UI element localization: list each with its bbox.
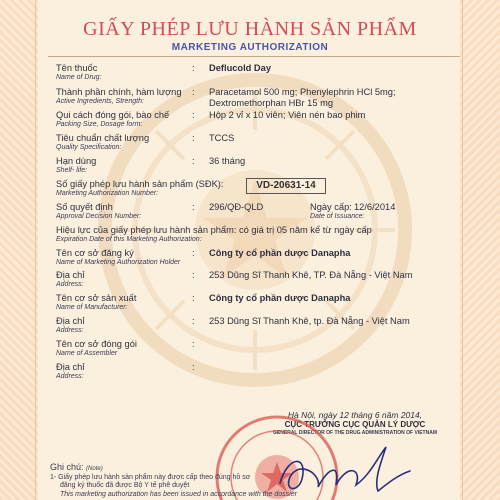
decision-sub: Approval Decision Number: [56,213,142,220]
manufacturer-value: Công ty cổ phần dược Danapha [209,293,351,303]
manufacturer-address-sub: Address: [56,327,84,334]
colon: : [192,133,195,143]
manufacturer-address-label: Địa chỉ [56,316,85,326]
holder-sub: Name of Marketing Authorization Holder [56,259,181,266]
notes-line-2: đăng ký thuốc đã được Bộ Y tế phê duyệt [60,482,190,489]
assembler-address-label: Địa chỉ [56,362,85,372]
colon: : [192,63,195,73]
shelf-life-value: 36 tháng [209,156,246,166]
decorative-border-left [0,0,38,500]
manufacturer-label: Tên cơ sở sản xuất [56,293,137,303]
colon: : [192,270,195,280]
place-date: Hà Nội, ngày 12 tháng 6 năm 2014, [287,410,423,420]
ingredients-label: Thành phần chính, hàm lượng [56,87,182,97]
packing-sub: Packing Size, Dosage form: [56,121,143,128]
colon: : [192,316,195,326]
issue-date-sub: Date of Issuance: [310,213,365,220]
title-divider [48,56,460,57]
reg-number-sub: Marketing Authorization Number: [56,190,159,197]
notes-label [50,462,103,472]
packing-label: Qui cách đóng gói, bào chế [56,110,170,120]
holder-value: Công ty cổ phần dược Danapha [209,248,351,258]
ingredients-value-2: Dextromethorphan HBr 15 mg [209,98,334,108]
notes-line-3: This marketing authorization has been issued in accordance with the dossier [60,491,297,498]
colon: : [192,110,195,120]
decision-value: 296/QĐ-QLD [209,202,264,212]
ingredients-sub: Active Ingredients, Strength: [56,98,144,105]
drug-name-value: Deflucold Day [209,63,271,73]
decision-label: Số quyết định [56,202,113,212]
manufacturer-address-value: 253 Dũng Sĩ Thanh Khê, tp. Đà Nẵng - Việt Nam [209,316,410,326]
colon: : [192,156,195,166]
colon: : [192,248,195,258]
assembler-address-sub: Address: [56,373,84,380]
shelf-life-sub: Shelf- life: [56,167,88,174]
assembler-label: Tên cơ sở đóng gói [56,339,137,349]
shelf-life-label: Hạn dùng [56,156,97,166]
authority-title: CỤC TRƯỞNG CỤC QUẢN LÝ DƯỢC [284,420,426,429]
issue-date-value: 12/6/2014 [354,202,396,212]
notes-label-en: (Note) [86,466,103,472]
expiry-label: Hiệu lực của giấy phép lưu hành sản phẩm: có giá trị 05 năm kể từ ngày cấp [56,225,372,235]
quality-value: TCCS [209,133,235,143]
quality-label: Tiêu chuẩn chất lượng [56,133,150,143]
drug-name-sub: Name of Drug: [56,74,102,81]
holder-address-sub: Address: [56,281,84,288]
notes-line-1: 1- Giấy phép lưu hành sản phẩm này được cấp theo đúng hồ sơ [50,474,251,481]
assembler-sub: Name of Assembler [56,350,118,357]
holder-label: Tên cơ sở đăng ký [56,248,134,258]
drug-name-label: Tên thuốc [56,63,98,73]
document-title: GIẤY PHÉP LƯU HÀNH SẢN PHẨM [83,18,417,40]
authority-title-en: GENERAL DIRECTOR OF THE DRUG ADMINISTRATION OF VIETNAM [273,430,437,436]
packing-value: Hộp 2 vỉ x 10 viên; Viên nén bao phim [209,110,366,120]
document-subtitle: MARKETING AUTHORIZATION [171,42,329,53]
quality-sub: Quality Specification: [56,144,122,151]
issue-date-label: Ngày cấp: [310,202,352,212]
colon: : [192,293,195,303]
holder-address-value: 253 Dũng Sĩ Thanh Khê, TP. Đà Nẵng - Việt Nam [209,270,413,280]
manufacturer-sub: Name of Manufacturer: [56,304,128,311]
reg-number-label: Số giấy phép lưu hành sản phẩm (SĐK): [56,179,224,189]
colon: : [192,339,195,349]
reg-number-value: VD-20631-14 [246,178,326,194]
colon: : [192,362,195,372]
colon: : [192,87,195,97]
holder-address-label: Địa chỉ [56,270,85,280]
expiry-sub: Expiration Date of this Marketing Authorization: [56,236,202,243]
ingredients-value-1: Paracetamol 500 mg; Phenylephrin HCl 5mg; [209,87,396,97]
colon: : [192,202,195,212]
notes-label-vn: Ghi chú: [50,462,84,472]
